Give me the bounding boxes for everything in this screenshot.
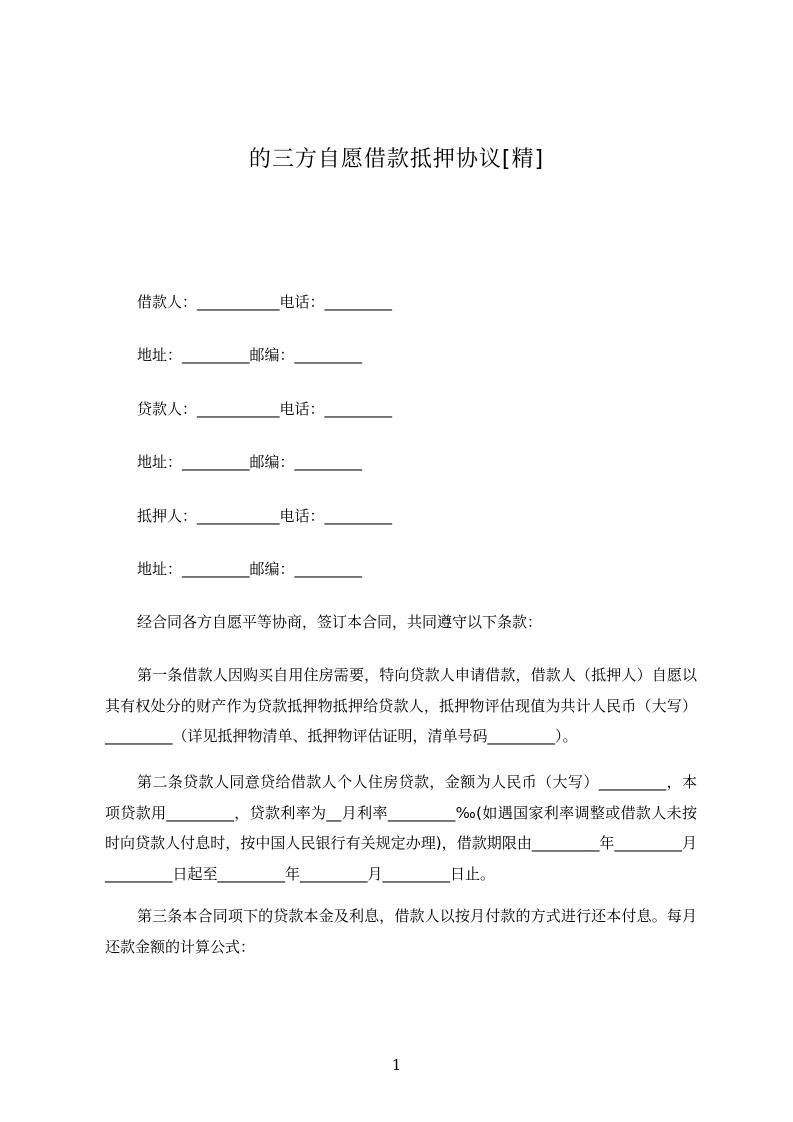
page-number: 1 <box>391 1056 402 1074</box>
intro-text: 经合同各方自愿平等协商，签订本合同，共同遵守以下条款： <box>137 613 543 631</box>
clause-2: 第二条贷款人同意贷给借款人个人住房贷款，金额为人民币（大写）_________，本项贷款用_________，贷款利率为__月利率_________‰(如遇国家利率调整或借款人未按时向贷款人付息时，按中国人民银行有关规定办理)，借款期限由_________年_________月_________日起至_________年_________月_________日止。 <box>105 773 697 883</box>
mortgagor-line: 抵押人：___________电话：_________ <box>137 507 393 525</box>
lender-line: 贷款人：___________电话：_________ <box>137 400 393 418</box>
lender-address-line: 地址：_________邮编：_________ <box>137 453 363 471</box>
clause-1: 第一条借款人因购买自用住房需要，特向贷款人申请借款，借款人（抵押人）自愿以其有权处分的财产作为贷款抵押物抵押给贷款人，抵押物评估现值为共计人民币（大写）_________（详见抵押物清单、抵押物评估证明，清单号码_________）。 <box>105 666 697 745</box>
borrower-address-line: 地址：_________邮编：_________ <box>137 346 363 364</box>
borrower-line: 借款人：___________电话：_________ <box>137 293 393 311</box>
document-title: 的三方自愿借款抵押协议[精] <box>248 147 545 172</box>
mortgagor-address-line: 地址：_________邮编：_________ <box>137 560 363 578</box>
clause-3: 第三条本合同项下的贷款本金及利息，借款人以按月付款的方式进行还本付息。每月还款金额的计算公式： <box>105 907 697 956</box>
